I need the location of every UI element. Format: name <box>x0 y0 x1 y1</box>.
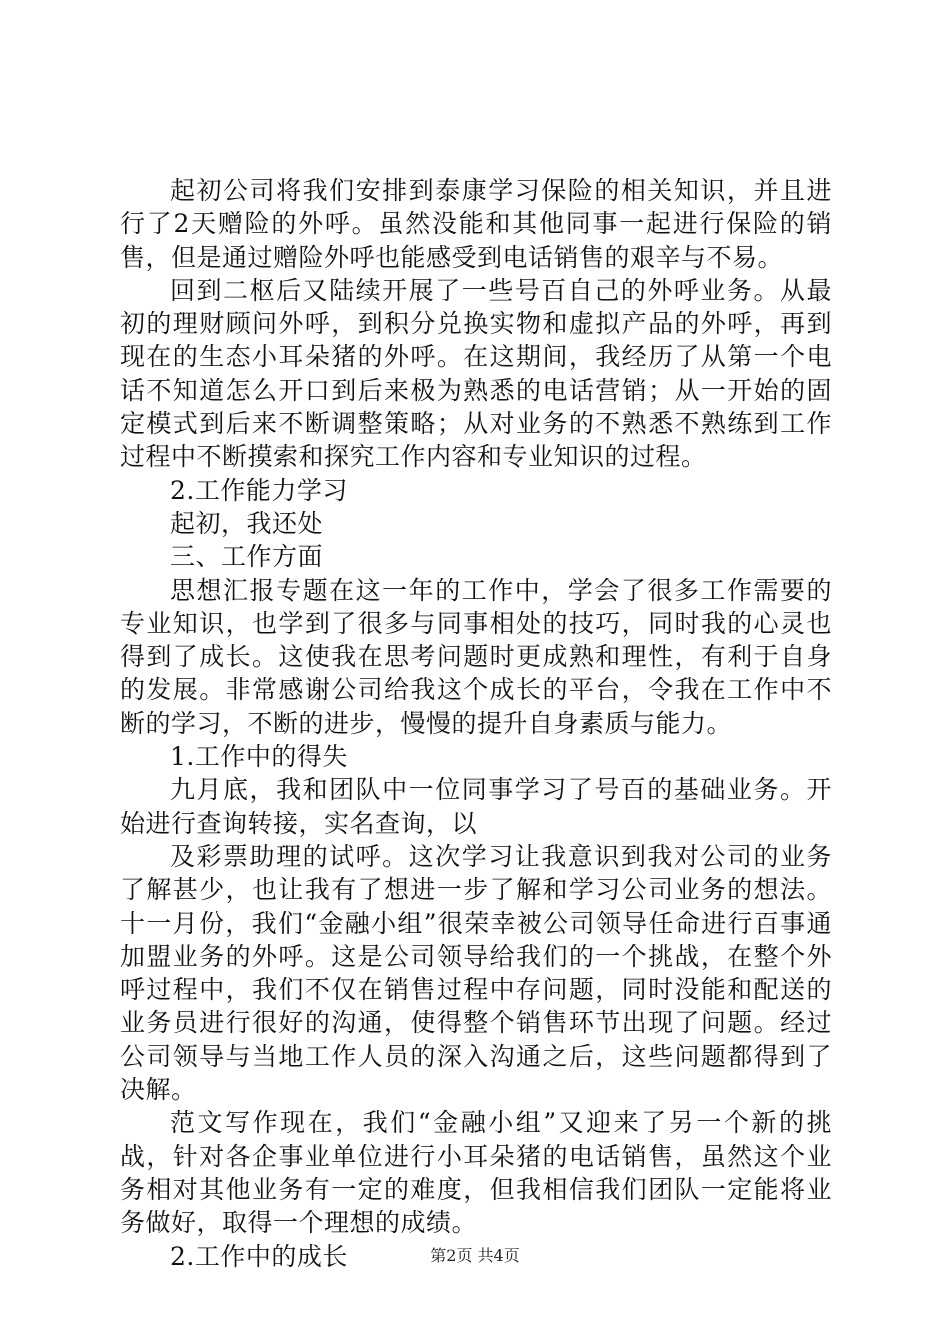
paragraph: 九月底，我和团队中一位同事学习了号百的基础业务。开始进行查询转接，实名查询，以 <box>120 775 832 838</box>
section-heading: 2.工作中的成长 <box>170 1241 348 1271</box>
paragraph: 思想汇报专题在这一年的工作中，学会了很多工作需要的专业知识，也学到了很多与同事相处的技巧，同时我的心灵也得到了成长。这使我在思考问题时更成熟和理性，有利于自身的发展。非常感谢公司给我这个成长的平台，令我在工作中不断的学习，不断的进步，慢慢的提升自身素质与能力。 <box>120 575 832 738</box>
document-body <box>120 174 832 1273</box>
paragraph: 范文写作现在，我们“金融小组”又迎来了另一个新的挑战，针对各企事业单位进行小耳朵猪的电话销售，虽然这个业务相对其他业务有一定的难度，但我相信我们团队一定能将业务做好，取得一个理想的成绩。 <box>120 1108 832 1238</box>
section-heading: 三、工作方面 <box>170 542 324 572</box>
section-heading: 1.工作中的得失 <box>170 742 348 772</box>
page-number-footer: 第2页 共4页 <box>430 1246 520 1265</box>
section-heading: 2.工作能力学习 <box>170 475 348 505</box>
paragraph: 起初公司将我们安排到泰康学习保险的相关知识，并且进行了2天赠险的外呼。虽然没能和其他同事一起进行保险的销售，但是通过赠险外呼也能感受到电话销售的艰辛与不易。 <box>120 176 832 272</box>
paragraph: 起初，我还处 <box>170 508 324 538</box>
paragraph: 回到二枢后又陆续开展了一些号百自己的外呼业务。从最初的理财顾问外呼，到积分兑换实物和虚拟产品的外呼，再到现在的生态小耳朵猪的外呼。在这期间，我经历了从第一个电话不知道怎么开口到后来极为熟悉的电话营销；从一开始的固定模式到后来不断调整策略；从对业务的不熟悉不熟练到工作过程中不断摸索和探究工作内容和专业知识的过程。 <box>120 275 832 472</box>
paragraph: 及彩票助理的试呼。这次学习让我意识到我对公司的业务了解甚少，也让我有了想进一步了解和学习公司业务的想法。十一月份，我们“金融小组”很荣幸被公司领导任命进行百事通加盟业务的外呼。这是公司领导给我们的一个挑战，在整个外呼过程中，我们不仅在销售过程中存问题，同时没能和配送的业务员进行很好的沟通，使得整个销售环节出现了问题。经过公司领导与当地工作人员的深入沟通之后，这些问题都得到了决解。 <box>120 841 832 1105</box>
